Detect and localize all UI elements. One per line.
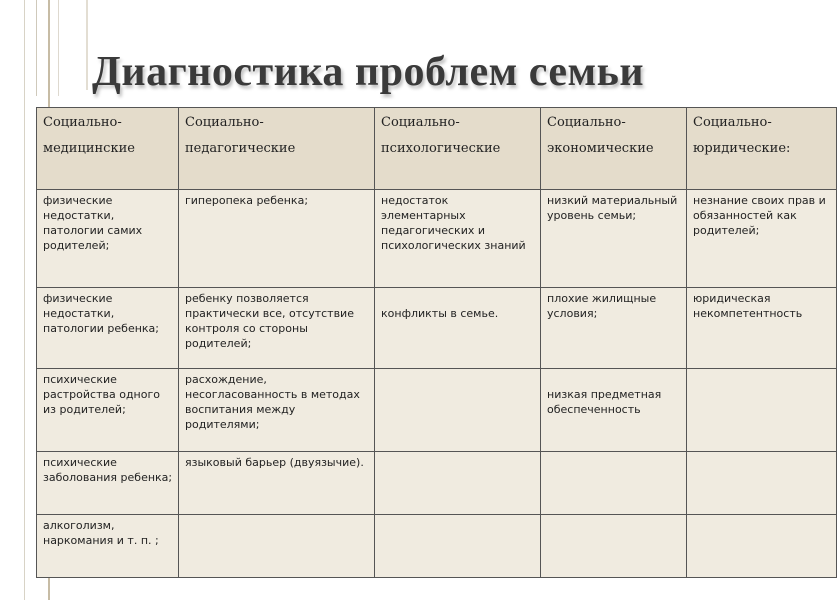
table-cell: юридическая некомпетентность	[687, 287, 837, 368]
table-row	[37, 368, 837, 451]
decorative-line	[24, 0, 25, 600]
table-cell	[687, 368, 837, 451]
decorative-line	[86, 0, 88, 90]
table-cell	[375, 452, 541, 515]
table-cell	[375, 515, 541, 578]
table-cell	[541, 452, 687, 515]
table-cell: низкая предметная обеспеченность	[541, 368, 687, 451]
table-cell: психические растройства одного из родителей;	[37, 368, 179, 451]
table-cell	[179, 515, 375, 578]
table-header-row	[37, 108, 837, 190]
table-cell: алкоголизм, наркомания и т. п. ;	[37, 515, 179, 578]
table-cell: недостаток элементарных педагогических и психологических знаний	[375, 190, 541, 288]
table-cell: расхождение, несогласованность в методах воспитания между родителями;	[179, 368, 375, 451]
table-cell: физические недостатки, патологии ребенка;	[37, 287, 179, 368]
diagnostics-table	[36, 107, 837, 578]
table-cell: физические недостатки, патологии самих родителей;	[37, 190, 179, 288]
header-legal: Социально-юридические:	[687, 108, 837, 190]
table-cell: языковый барьер (двуязычие).	[179, 452, 375, 515]
header-medical: Социально-медицинские	[37, 108, 179, 190]
decorative-line	[58, 0, 59, 96]
table-row	[37, 190, 837, 288]
slide-title: Диагностика проблем семьи	[92, 49, 645, 95]
table-cell: незнание своих прав и обязанностей как родителей;	[687, 190, 837, 288]
table-cell: ребенку позволяется практически все, отсутствие контроля со стороны родителей;	[179, 287, 375, 368]
table-cell	[375, 368, 541, 451]
table-cell	[687, 452, 837, 515]
table-cell: плохие жилищные условия;	[541, 287, 687, 368]
header-economic: Социально-экономические	[541, 108, 687, 190]
table-cell	[541, 515, 687, 578]
header-pedagogical: Социально-педагогические	[179, 108, 375, 190]
table-cell: конфликты в семье.	[375, 287, 541, 368]
table-cell: психические заболования ребенка;	[37, 452, 179, 515]
table-cell	[687, 515, 837, 578]
table-row	[37, 515, 837, 578]
table-row	[37, 287, 837, 368]
table-cell: низкий материальный уровень семьи;	[541, 190, 687, 288]
table-row	[37, 452, 837, 515]
decorative-line	[36, 0, 37, 96]
table-cell: гиперопека ребенка;	[179, 190, 375, 288]
header-psychological: Социально-психологические	[375, 108, 541, 190]
